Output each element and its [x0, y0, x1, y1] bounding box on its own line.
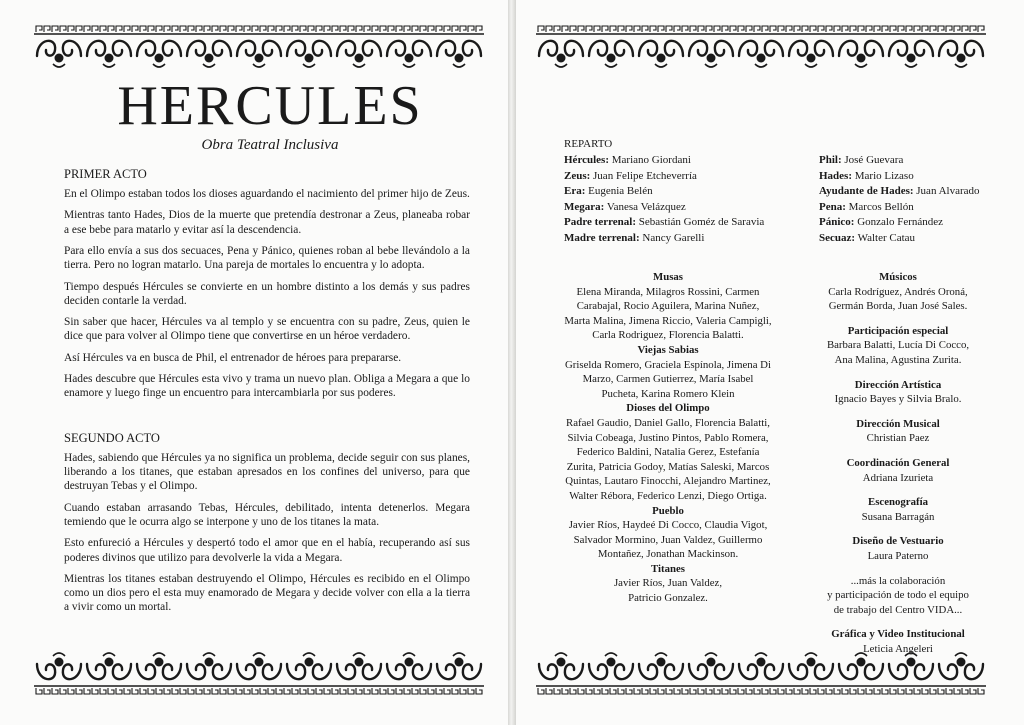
cast-entry: Pánico: Gonzalo Fernández: [819, 216, 944, 229]
group-heading: Musas: [653, 271, 683, 283]
group-line: Carla Rodríguez, Andrés Oroná,: [828, 285, 968, 298]
group-line: Federico Baldini, Natalia Gerez, Estefanía: [576, 446, 760, 459]
cast-entry: Madre terrenal: Nancy Garelli: [564, 231, 705, 244]
group-heading: Pueblo: [652, 504, 684, 517]
group-heading: Viejas Sabias: [637, 343, 699, 356]
group-heading: Participación especial: [847, 324, 949, 337]
cast-entry: Secuaz: Walter Catau: [819, 231, 916, 244]
group-line: Adriana Izurieta: [862, 471, 934, 484]
group-line: Christian Paez: [866, 432, 930, 445]
paragraph: Así Hércules va en busca de Phil, el entrenador de héroes para prepararse.: [64, 351, 402, 364]
cast-entry: Zeus: Juan Felipe Etcheverría: [564, 169, 697, 182]
group-line: Laura Paterno: [867, 549, 929, 562]
ensemble-groups: [555, 270, 781, 606]
group-line: Zurita, Patricia Godoy, Matías Saleski, Marcos: [566, 460, 770, 473]
group-line: Leticia Angeleri: [863, 642, 933, 655]
paragraph: Para ello envía a sus dos secuaces, Pena y Pánico, quienes roban al bebe llevándolo a la tierra. Pero no logran matarlo. Una pareja de mortales lo encuentra y lo adopta.: [64, 244, 470, 272]
group-heading: Dirección Artística: [854, 378, 942, 391]
cast-label: REPARTO: [564, 138, 613, 150]
cast-list-left: [564, 153, 764, 247]
group-line: Susana Barragán: [861, 510, 935, 523]
cast-list-right: [819, 153, 980, 247]
paragraph: Mientras los titanes estaban destruyendo el Olimpo, Hércules es recibido en el Olimpo como un dios pero el esta muy enamorado de Megara y decide volver con ella a la tierra a vivir como un mortal.: [64, 572, 470, 614]
group-heading: Músicos: [879, 271, 917, 283]
group-heading: Gráfica y Video Institucional: [831, 628, 965, 641]
group-heading: Dirección Musical: [856, 417, 940, 430]
group-line: Patricio Gonzalez.: [628, 592, 708, 605]
paragraph: Hades descubre que Hércules esta vivo y trama un nuevo plan. Obliga a Megara a que lo enamore y luego finge un encuentro para intercambiarla por sus poderes.: [64, 373, 470, 400]
group-line: Carla Rodriguez, Florencia Balatti.: [592, 329, 744, 342]
credits-groups: [798, 270, 998, 656]
page-subtitle: Obra Teatral Inclusiva: [201, 137, 339, 153]
group-line: Marta Malina, Jimena Riccio, Valeria Campigli,: [564, 314, 772, 327]
group-line: Elena Miranda, Milagros Rossini, Carmen: [576, 285, 760, 298]
act-two-text: [64, 451, 470, 622]
cast-entry: Phil: José Guevara: [819, 154, 904, 166]
group-line: Montañez, Jonathan Mackinson.: [597, 548, 739, 561]
cast-entry: Hércules: Mariano Giordani: [564, 154, 691, 166]
group-line: Javier Ríos, Juan Valdez,: [613, 577, 723, 590]
group-line: Walter Rébora, Federico Lenzi, Diego Ortiga.: [569, 489, 767, 502]
group-line: Silvia Cobeaga, Justino Pintos, Pablo Romera,: [567, 431, 769, 444]
group-line: Germán Borda, Juan José Sales.: [828, 300, 968, 313]
group-line: y participación de todo el equipo: [827, 589, 969, 602]
group-line: ...más la colaboración: [850, 574, 946, 587]
group-heading: Titanes: [651, 562, 685, 575]
group-line: de trabajo del Centro VIDA...: [833, 603, 963, 616]
act-one-text: [64, 187, 470, 408]
group-line: Salvador Mormino, Juan Valdez, Guillermo: [573, 533, 763, 546]
group-line: Pucheta, Karina Romero Klein: [601, 387, 735, 400]
group-line: Javier Ríos, Haydeé Di Cocco, Claudia Vigot,: [568, 519, 768, 532]
paragraph: Esto enfureció a Hércules y despertó todo el amor que en el había, recuperando así sus poderes divinos que utilizo para devolverle la vida a Megara.: [64, 537, 470, 564]
paragraph: Cuando estaban arrasando Tebas, Hércules, debilitado, intenta detenerlos. Megara temiendo que le ocurra algo se interpone y uno de los titanes la mata.: [64, 501, 470, 528]
paragraph: Hades, sabiendo que Hércules ya no significa un problema, decide seguir con sus planes, liberando a los titanes, que estaban apresados en los confines del universo, para que destruyan Tebas y el Olimpo.: [64, 452, 470, 493]
group-line: Carabajal, Rocio Aguilera, Marina Nuñez,: [576, 300, 760, 313]
group-heading: Dioses del Olimpo: [626, 402, 710, 415]
group-line: Griselda Romero, Graciela Espínola, Jimena Di: [565, 358, 771, 371]
paragraph: Sin saber que hacer, Hércules va al templo y se encuentra con su padre, Zeus, quien le dice que para volver al Olimpo tiene que convertirse en un héroe verdadero.: [64, 316, 470, 343]
group-heading: Escenografía: [868, 496, 928, 509]
group-line: Marzo, Carmen Gutierrez, María Isabel: [582, 373, 754, 386]
group-heading: Diseño de Vestuario: [852, 535, 944, 548]
group-line: Rafael Gaudio, Daniel Gallo, Florencia Balatti,: [566, 416, 770, 429]
paragraph: Mientras tanto Hades, Dios de la muerte que pretendía destronar a Zeus, planeaba robar a ese bebe para matarlo y evitar así la descendencia.: [64, 209, 470, 236]
group-line: Ignacio Bayes y Silvia Bralo.: [834, 393, 962, 406]
cast-entry: Ayudante de Hades: Juan Alvarado: [819, 185, 980, 198]
group-line: Barbara Balatti, Lucía Di Cocco,: [826, 339, 970, 352]
group-line: Quintas, Lautaro Finocchi, Alejandro Martinez,: [565, 475, 771, 488]
act-two-heading: SEGUNDO ACTO: [64, 431, 160, 445]
cast-entry: Megara: Vanesa Velázquez: [564, 200, 686, 213]
cast-entry: Pena: Marcos Bellón: [819, 200, 914, 213]
group-line: Ana Malina, Agustina Zurita.: [834, 353, 962, 366]
greek-scroll-border-icon: [34, 646, 484, 696]
page-title: HERCULES: [117, 75, 423, 137]
paragraph: En el Olimpo estaban todos los dioses aguardando el nacimiento del primer hijo de Zeus.: [64, 188, 470, 200]
act-one-heading: PRIMER ACTO: [64, 167, 147, 181]
greek-scroll-border-icon: [34, 24, 484, 74]
group-heading: Coordinación General: [846, 456, 950, 469]
paragraph: Tiempo después Hércules se convierte en un hombre distinto a los demás y sus padres deciden contarle la verdad.: [64, 280, 470, 307]
greek-scroll-border-icon: [536, 24, 986, 74]
cast-entry: Era: Eugenia Belén: [564, 185, 653, 198]
cast-entry: Padre terrenal: Sebastián Goméz de Saravia: [564, 216, 765, 229]
cast-entry: Hades: Mario Lizaso: [819, 169, 914, 182]
